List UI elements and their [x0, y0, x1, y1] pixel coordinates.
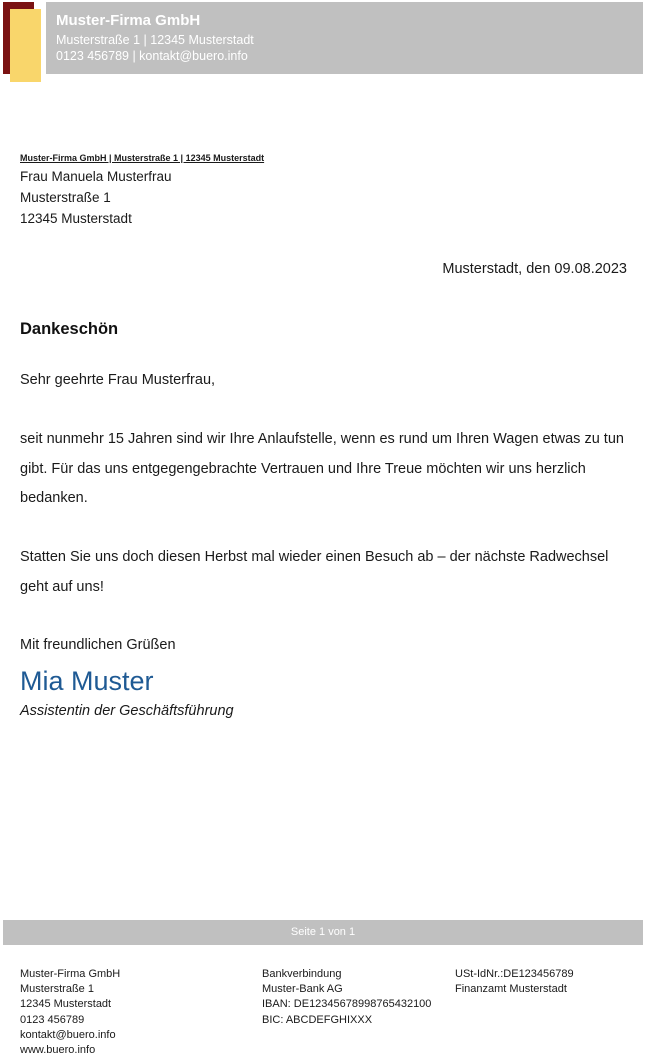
signature-name: Mia Muster — [20, 666, 154, 696]
recipient-name: Frau Manuela Musterfrau — [20, 169, 172, 184]
recipient-street: Musterstraße 1 — [20, 190, 111, 205]
footer-company-email: kontakt@buero.info — [20, 1028, 116, 1041]
letter-closing: Mit freundlichen Grüßen — [20, 637, 176, 653]
recipient-city: 12345 Musterstadt — [20, 211, 132, 226]
page-number-band — [3, 920, 643, 945]
footer-vat-id: USt-IdNr.:DE123456789 — [455, 968, 574, 980]
footer-company-phone: 0123 456789 — [20, 1013, 85, 1026]
letter-paragraph: Statten Sie uns doch diesen Herbst mal wieder einen Besuch ab – der nächste Radwechsel geht auf uns! — [20, 549, 609, 595]
letter-date: Musterstadt, den 09.08.2023 — [442, 261, 627, 277]
letter-salutation: Sehr geehrte Frau Musterfrau, — [20, 372, 216, 388]
footer-tax-column — [455, 967, 574, 997]
footer-bank-iban: IBAN: DE12345678998765432100 — [262, 998, 432, 1011]
footer-company-website: www.buero.info — [20, 1044, 96, 1056]
footer-bank-name: Muster-Bank AG — [262, 983, 343, 996]
letter-paragraph: seit nunmehr 15 Jahren sind wir Ihre Anlaufstelle, wenn es rund um Ihren Wagen etwas zu tun gibt. Für das uns entgegengebrachte Vertrauen und Ihre Treue möchten wir uns herzlich bedanken. — [20, 431, 624, 506]
footer-company-city: 12345 Musterstadt — [20, 998, 112, 1011]
sender-return-line: Muster-Firma GmbH | Musterstraße 1 | 12345 Musterstadt — [20, 153, 265, 163]
signer-title: Assistentin der Geschäftsführung — [20, 703, 234, 719]
header-contact: 0123 456789 | kontakt@buero.info — [56, 49, 248, 63]
footer-bank-heading: Bankverbindung — [262, 968, 342, 980]
footer-bank-bic: BIC: ABCDEFGHIXXX — [262, 1013, 373, 1026]
footer-company-column — [20, 967, 120, 1056]
footer-company-street: Musterstraße 1 — [20, 983, 94, 996]
page-number: Seite 1 von 1 — [290, 926, 356, 938]
letter-subject: Dankeschön — [20, 320, 119, 338]
header-address: Musterstraße 1 | 12345 Musterstadt — [56, 33, 254, 47]
footer-tax-office: Finanzamt Musterstadt — [455, 983, 567, 996]
header-accent-gold — [10, 9, 41, 82]
footer-company-name: Muster-Firma GmbH — [20, 968, 121, 980]
header-company-name: Muster-Firma GmbH — [56, 12, 201, 29]
footer-bank-column — [262, 967, 431, 1028]
